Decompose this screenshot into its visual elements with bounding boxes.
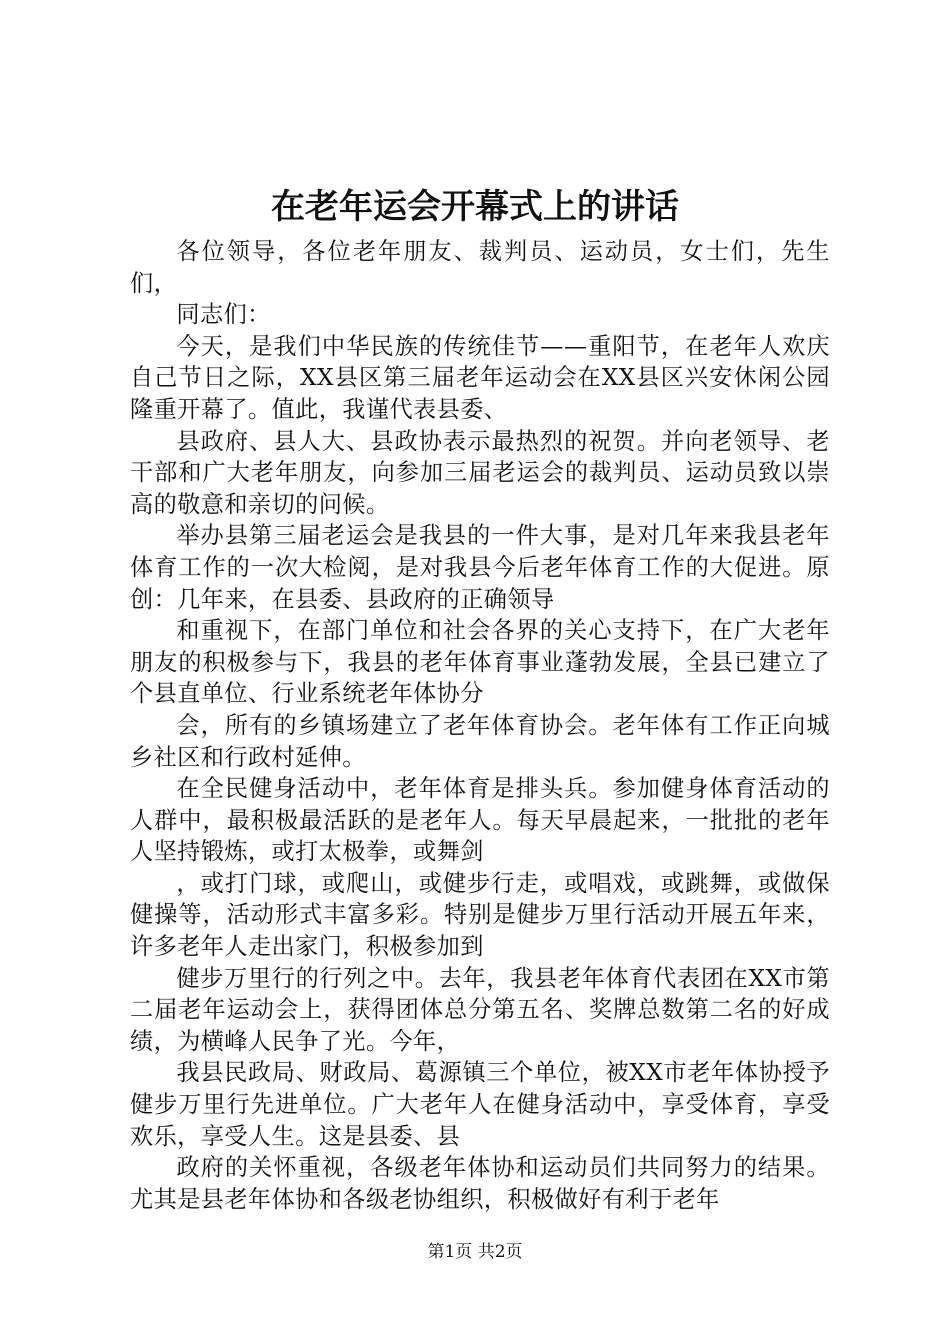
paragraph: 县政府、县人大、县政协表示最热烈的祝贺。并向老领导、老干部和广大老年朋友，向参加三届老运会的裁判员、运动员致以崇高的敬意和亲切的问候。 [130, 427, 830, 518]
paragraph: 和重视下，在部门单位和社会各界的关心支持下，在广大老年朋友的积极参与下，我县的老年体育事业蓬勃发展，全县已建立了个县直单位、行业系统老年体协分 [130, 617, 830, 708]
paragraph: 同志们： [176, 301, 271, 329]
paragraph: 在全民健身活动中，老年体育是排头兵。参加健身体育活动的人群中，最积极最活跃的是老年人。每天早晨起来，一批批的老年人坚持锻炼，或打太极拳，或舞剑 [130, 775, 830, 866]
paragraph: 举办县第三届老运会是我县的一件大事，是对几年来我县老年体育工作的一次大检阅，是对我县今后老年体育工作的大促进。原创：几年来，在县委、县政府的正确领导 [130, 522, 830, 613]
document-title: 在老年运会开幕式上的讲话 [271, 187, 679, 227]
paragraph: ，或打门球，或爬山，或健步行走，或唱戏，或跳舞，或做保健操等，活动形式丰富多彩。特别是健步万里行活动开展五年来，许多老年人走出家门，积极参加到 [130, 869, 830, 961]
page-footer: 第1页 共2页 [427, 1242, 523, 1262]
paragraph: 今天，是我们中华民族的传统佳节——重阳节，在老年人欢庆自己节日之际，XX县区第三届老年运动会在XX县区兴安休闲公园隆重开幕了。值此，我谨代表县委、 [130, 332, 830, 423]
paragraph: 健步万里行的行列之中。去年，我县老年体育代表团在XX市第二届老年运动会上，获得团体总分第五名、奖牌总数第二名的好成绩，为横峰人民争了光。今年， [130, 964, 830, 1055]
paragraph: 会，所有的乡镇场建立了老年体育协会。老年体有工作正向城乡社区和行政村延伸。 [130, 711, 830, 771]
paragraph: 各位领导，各位老年朋友、裁判员、运动员，女士们，先生们， [130, 238, 830, 297]
document-body [130, 236, 830, 1215]
paragraph: 我县民政局、财政局、葛源镇三个单位，被XX市老年体协授予健步万里行先进单位。广大老年人在健身活动中，享受体育，享受欢乐，享受人生。这是县委、县 [130, 1059, 830, 1150]
paragraph: 政府的关怀重视，各级老年体协和运动员们共同努力的结果。尤其是县老年体协和各级老协组织，积极做好有利于老年 [130, 1154, 830, 1213]
